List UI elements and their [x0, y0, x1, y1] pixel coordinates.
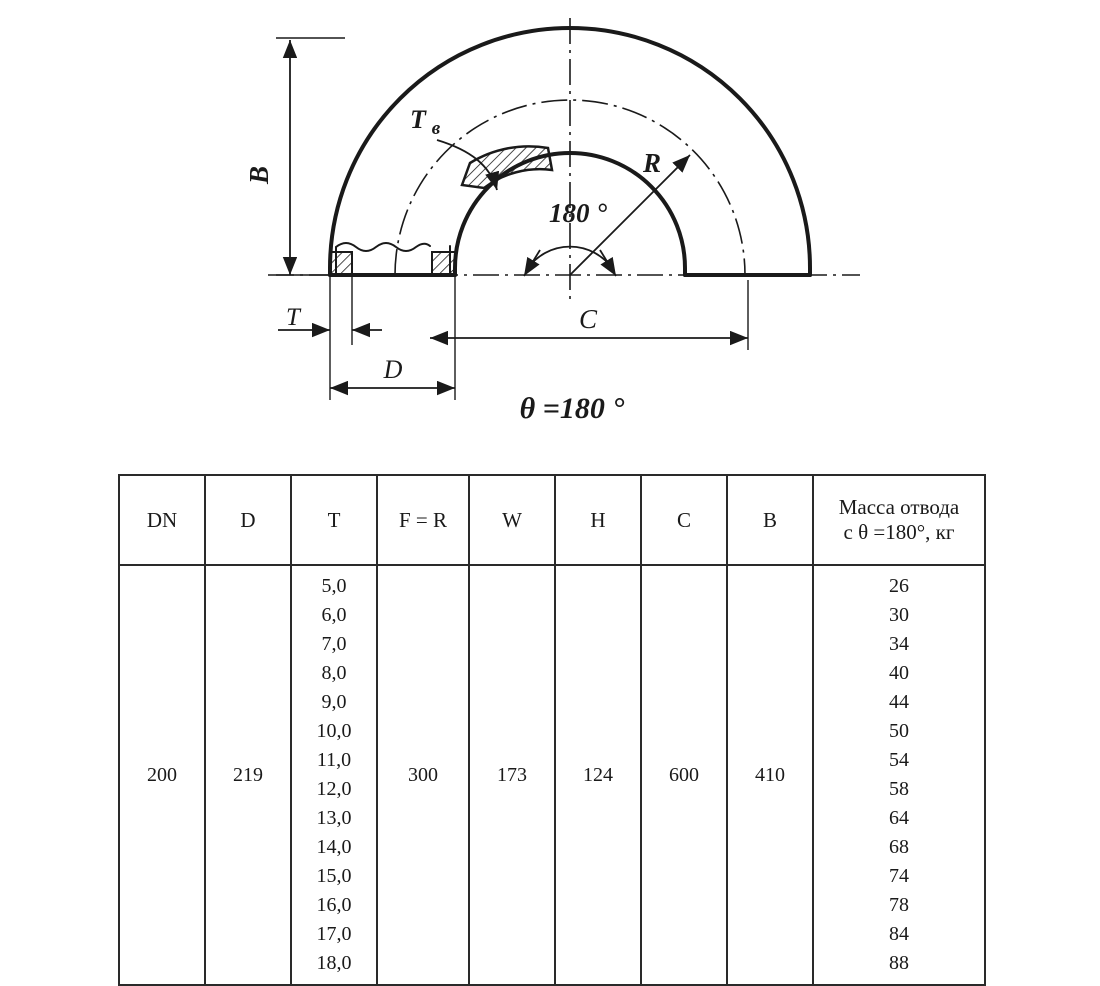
mass-value: 64 — [889, 807, 909, 829]
cell-c: 600 — [641, 565, 727, 985]
mass-value: 78 — [889, 894, 909, 916]
header-f-r: F = R — [377, 475, 469, 565]
t-value: 18,0 — [316, 952, 352, 974]
mass-value: 34 — [889, 633, 909, 655]
mass-value: 54 — [889, 749, 909, 771]
label-b: B — [244, 165, 274, 185]
t-values-stack — [292, 572, 376, 978]
t-value: 14,0 — [316, 836, 352, 858]
label-angle-180: 180 ° — [548, 198, 608, 228]
caption-theta: θ =180 ° — [519, 392, 625, 425]
t-value: 11,0 — [316, 749, 352, 771]
spec-table-container — [118, 474, 984, 986]
cell-t-list — [291, 565, 377, 985]
mass-value: 68 — [889, 836, 909, 858]
table-header-row — [119, 475, 985, 565]
mass-value: 26 — [889, 575, 909, 597]
mass-value: 84 — [889, 923, 909, 945]
t-value: 7,0 — [321, 633, 347, 655]
header-w: W — [469, 475, 555, 565]
spec-table — [118, 474, 986, 986]
dimension-b — [276, 38, 345, 275]
label-d: D — [383, 355, 403, 384]
cell-h: 124 — [555, 565, 641, 985]
t-value: 16,0 — [316, 894, 352, 916]
label-c: C — [578, 304, 598, 334]
header-mass-line2: с θ =180°, кг — [843, 520, 955, 544]
label-t-wall-sub: в — [431, 118, 441, 139]
header-mass-line1: Масса отвода — [838, 495, 960, 519]
t-value: 17,0 — [316, 923, 352, 945]
t-value: 15,0 — [316, 865, 352, 887]
t-value: 13,0 — [316, 807, 352, 829]
mass-value: 50 — [889, 720, 909, 742]
t-value: 6,0 — [321, 604, 347, 626]
mass-value: 30 — [889, 604, 909, 626]
mass-value: 58 — [889, 778, 909, 800]
t-value: 5,0 — [321, 575, 347, 597]
technical-drawing — [0, 0, 1100, 460]
cell-w: 173 — [469, 565, 555, 985]
t-value: 10,0 — [316, 720, 352, 742]
header-h: H — [555, 475, 641, 565]
label-t-bottom: T — [286, 304, 300, 331]
header-d: D — [205, 475, 291, 565]
header-c: C — [641, 475, 727, 565]
cell-f-r: 300 — [377, 565, 469, 985]
mass-value: 88 — [889, 952, 909, 974]
header-mass — [813, 475, 985, 565]
table-row — [119, 565, 985, 985]
header-dn: DN — [119, 475, 205, 565]
cell-b: 410 — [727, 565, 813, 985]
dimension-t — [278, 275, 382, 400]
t-value: 12,0 — [316, 778, 352, 800]
section-hatching — [330, 146, 552, 275]
mass-value: 40 — [889, 662, 909, 684]
mass-values-stack — [814, 572, 984, 978]
header-b: B — [727, 475, 813, 565]
cell-dn: 200 — [119, 565, 205, 985]
cell-mass-list — [813, 565, 985, 985]
mass-value: 74 — [889, 865, 909, 887]
t-value: 8,0 — [321, 662, 347, 684]
label-r: R — [642, 148, 662, 178]
t-value: 9,0 — [321, 691, 347, 713]
header-t: T — [291, 475, 377, 565]
cell-d: 219 — [205, 565, 291, 985]
label-t-wall: T — [410, 105, 426, 134]
mass-value: 44 — [889, 691, 909, 713]
